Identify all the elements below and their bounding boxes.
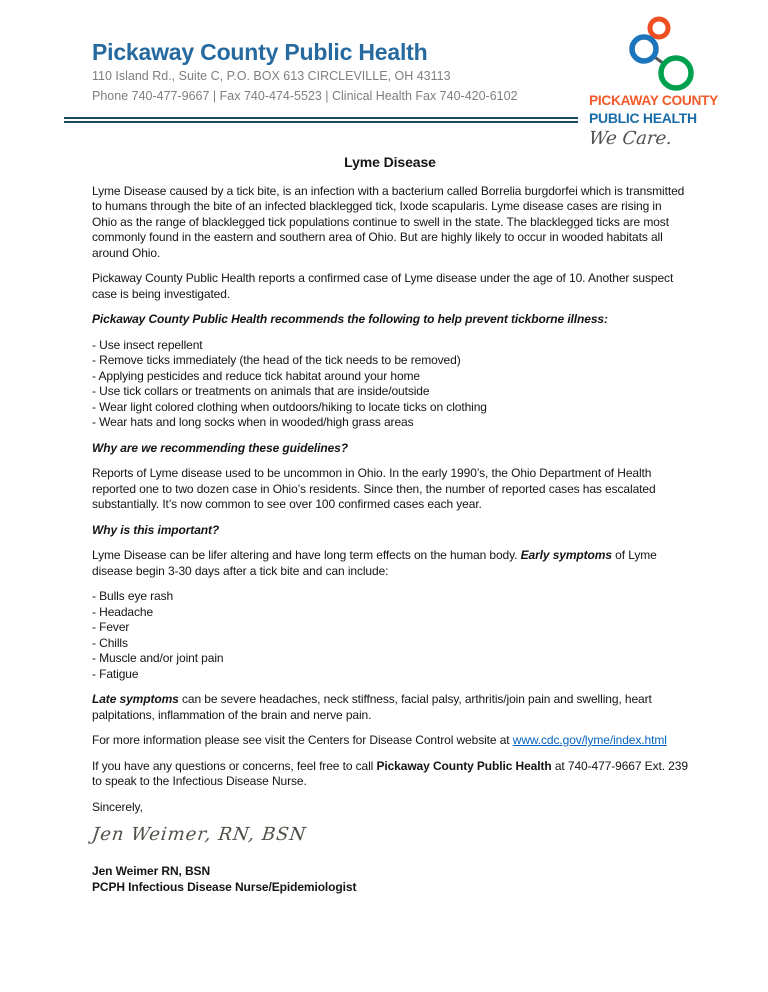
symptom-item: - Muscle and/or joint pain <box>92 651 224 665</box>
prevention-item: - Wear light colored clothing when outdoors/hiking to locate ticks on clothing <box>92 399 487 414</box>
signature-title: PCPH Infectious Disease Nurse/Epidemiologist <box>92 879 357 894</box>
prevention-list <box>92 338 688 431</box>
letterhead-divider <box>64 117 578 123</box>
prevention-item: - Remove ticks immediately (the head of the tick needs to be removed) <box>92 353 461 367</box>
org-contact: Phone 740-477-9667 | Fax 740-474-5523 | Clinical Health Fax 740-420-6102 <box>92 89 518 104</box>
symptom-item: - Fatigue <box>92 666 139 681</box>
signature-handwritten: Jen Weimer, RN, BSN <box>90 824 308 845</box>
prevention-item: - Wear hats and long socks when in wooded/high grass areas <box>92 415 414 429</box>
text-segment: Pickaway County Public Health <box>376 758 552 773</box>
heading-guidelines: Why are we recommending these guidelines? <box>92 440 348 455</box>
text-segment: of Lyme disease begin 3-30 days after a tick bite and can include: <box>92 548 657 578</box>
prevention-item: - Use insect repellent <box>92 337 203 352</box>
prevention-item: - Use tick collars or treatments on animals that are inside/outside <box>92 384 430 398</box>
logo-wordmark <box>589 92 764 149</box>
logo-text-health: PUBLIC HEALTH <box>589 110 697 126</box>
text-segment: at 740-477-9667 Ext. 239 to speak to the Infectious Disease Nurse. <box>92 758 688 788</box>
document-title: Lyme Disease <box>344 154 436 170</box>
prevention-item: - Applying pesticides and reduce tick habitat around your home <box>92 368 421 383</box>
text-segment: Late symptoms <box>92 692 179 706</box>
paragraph-late-symptoms <box>92 692 688 723</box>
symptom-item: - Headache <box>92 604 154 619</box>
paragraph-case-report: Pickaway County Public Health reports a confirmed case of Lyme disease under the age of 10. Another suspect case is being investigated. <box>92 271 674 301</box>
heading-important: Why is this important? <box>92 522 220 537</box>
cdc-link[interactable]: www.cdc.gov/lyme/index.html <box>512 733 667 747</box>
text-segment: Early symptoms <box>520 548 612 562</box>
signature-name: Jen Weimer RN, BSN <box>92 863 211 878</box>
paragraph-history: Reports of Lyme disease used to be uncommon in Ohio. In the early 1990’s, the Ohio Department of Health reported one to two dozen case in Ohio’s residents. Since then, the number of reported cases has escalated substantially. It’s now common to see over 100 confirmed cases each year. <box>92 466 656 511</box>
letterhead <box>92 40 592 105</box>
closing-salutation: Sincerely, <box>92 799 143 814</box>
paragraph-intro: Lyme Disease caused by a tick bite, is an infection with a bacterium called Borrelia burgdorfei which is transmitted to humans through the bite of an infected blacklegged tick, Ixode scapularis. Lyme disease cases are rising in Ohio as the range of blacklegged tick populations continue to swell in the state. The blacklegged ticks are most commonly found in the eastern and southern area of Ohio. But are highly likely to occur in wooded habitats all around Ohio. <box>92 183 685 260</box>
text-segment: can be severe headaches, neck stiffness, facial palsy, arthritis/join pain and swelling, heart palpitations, inflammation of the brain and nerve pain. <box>92 692 652 722</box>
heading-recommendations: Pickaway County Public Health recommends the following to help prevent tickborne illness: <box>92 312 608 326</box>
text-segment: For more information please see visit the Centers for Disease Control website at <box>92 733 513 747</box>
symptoms-list <box>92 589 688 682</box>
paragraph-questions <box>92 759 688 790</box>
symptom-item: - Chills <box>92 635 128 650</box>
letter-body <box>92 155 688 895</box>
paragraph-more-info <box>92 733 688 749</box>
org-name: Pickaway County Public Health <box>92 39 428 65</box>
logo-text-county: PICKAWAY COUNTY <box>589 92 719 108</box>
text-segment: If you have any questions or concerns, feel free to call <box>92 758 377 773</box>
symptom-item: - Fever <box>92 620 130 634</box>
paragraph-early-symptoms <box>92 548 688 579</box>
org-address: 110 Island Rd., Suite C, P.O. BOX 613 CIRCLEVILLE, OH 43113 <box>92 69 451 84</box>
molecule-logo-icon <box>608 10 708 95</box>
text-segment: Lyme Disease can be lifer altering and have long term effects on the human body. <box>92 548 521 562</box>
logo-tagline: We Care. <box>587 128 673 149</box>
symptom-item: - Bulls eye rash <box>92 589 174 603</box>
